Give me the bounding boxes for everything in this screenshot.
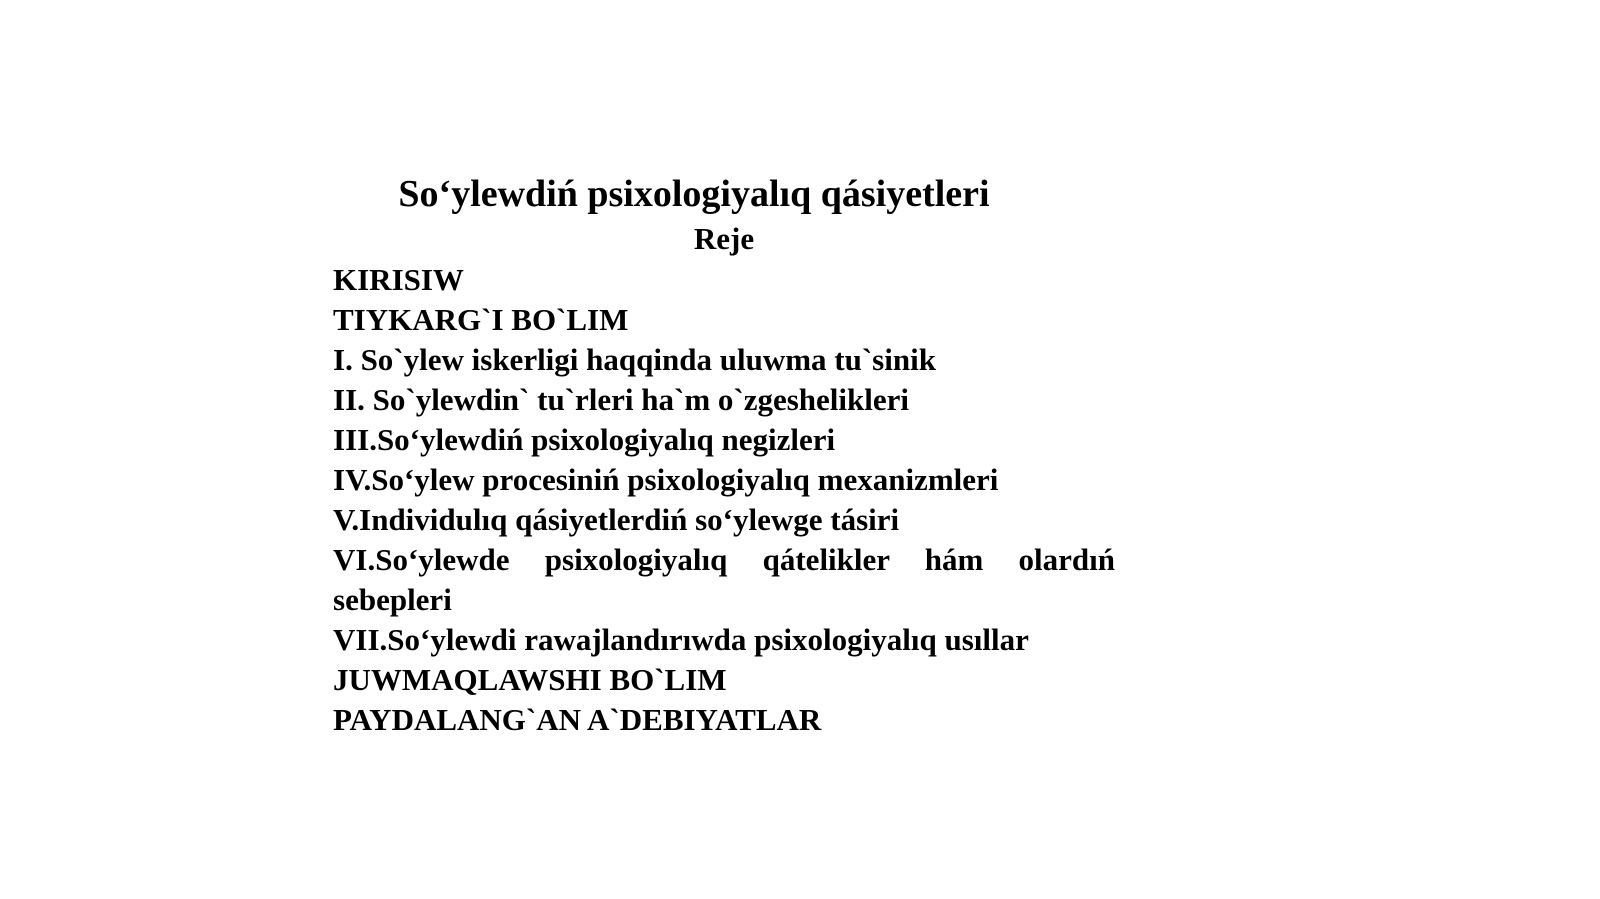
plan-item-intro: KIRISIW xyxy=(333,262,464,297)
plan-item-3: III.So‘ylewdiń psixologiyalıq negizleri xyxy=(333,422,836,457)
plan-item-main-part: TIYKARG`I BO`LIM xyxy=(333,302,629,337)
slide-content xyxy=(333,170,1115,740)
plan-item-4: IV.So‘ylew procesiniń psixologiyalıq mexanizmleri xyxy=(333,462,999,497)
plan-item-2: II. So`ylewdin` tu`rleri ha`m o`zgeshelikleri xyxy=(333,382,910,417)
plan-list xyxy=(333,260,1115,740)
plan-item-conclusion: JUWMAQLAWSHI BO`LIM xyxy=(333,662,727,697)
plan-item-5: V.Individulıq qásiyetlerdiń so‘ylewge tásiri xyxy=(333,502,900,537)
plan-item-references: PAYDALANG`AN A`DEBIYATLAR xyxy=(333,702,822,737)
plan-heading: Reje xyxy=(693,221,755,256)
plan-item-7: VII.So‘ylewdi rawajlandırıwda psixologiyalıq usıllar xyxy=(333,622,1029,657)
plan-item-6: VI.So‘ylewde psixologiyalıq qátelikler hám olardıń sebepleri xyxy=(333,542,1115,617)
plan-item-1: I. So`ylew iskerligi haqqinda uluwma tu`sinik xyxy=(333,342,936,377)
page-title: So‘ylewdiń psixologiyalıq qásiyetleri xyxy=(398,173,990,215)
